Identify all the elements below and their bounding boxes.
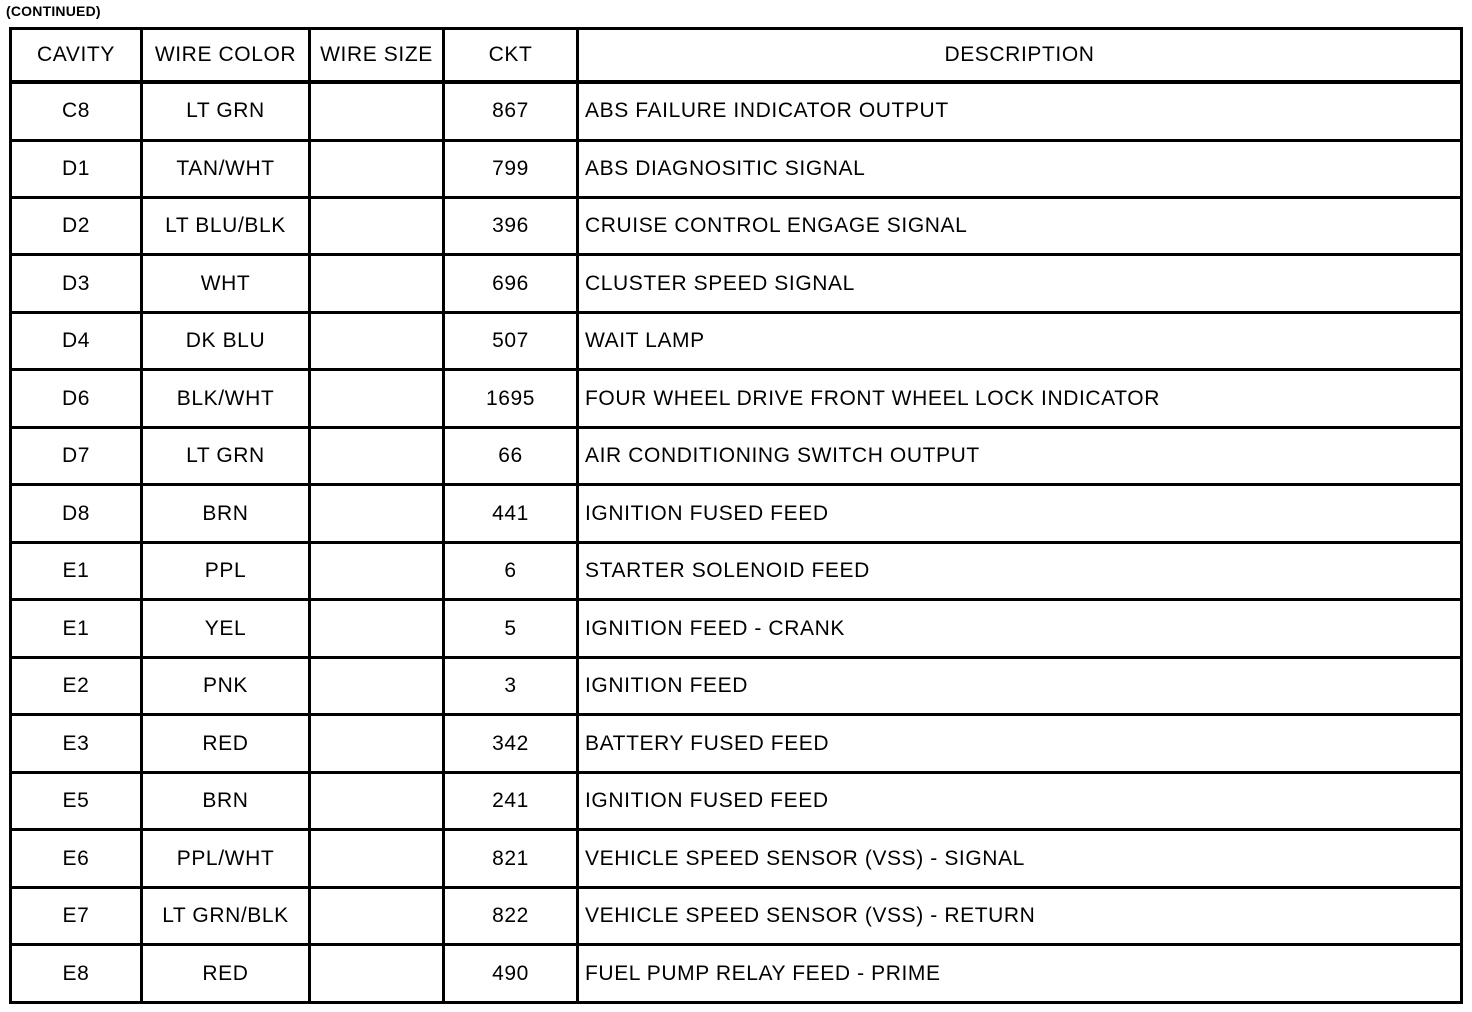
cell-description: AIR CONDITIONING SWITCH OUTPUT [578,427,1462,484]
cell-wire-size [310,542,444,599]
cell-cavity: E3 [11,715,142,772]
cell-wire-color: LT GRN/BLK [142,887,310,944]
cell-ckt: 441 [444,485,578,542]
cell-wire-color: PPL [142,542,310,599]
table-row [11,370,1462,427]
table-row [11,542,1462,599]
cell-cavity: E1 [11,542,142,599]
table-row [11,82,1462,140]
cell-ckt: 1695 [444,370,578,427]
cell-wire-color: BRN [142,772,310,829]
cell-description: STARTER SOLENOID FEED [578,542,1462,599]
cell-cavity: E5 [11,772,142,829]
table-row [11,945,1462,1003]
column-header-description: DESCRIPTION [578,29,1462,83]
cell-wire-color: YEL [142,600,310,657]
cell-wire-size [310,312,444,369]
cell-description: IGNITION FEED - CRANK [578,600,1462,657]
cell-wire-size [310,485,444,542]
cell-ckt: 822 [444,887,578,944]
cell-cavity: E8 [11,945,142,1003]
cell-ckt: 867 [444,82,578,140]
cell-description: CRUISE CONTROL ENGAGE SIGNAL [578,197,1462,254]
cell-description: IGNITION FEED [578,657,1462,714]
header-row [11,29,1462,83]
cell-wire-color: TAN/WHT [142,140,310,197]
cell-ckt: 6 [444,542,578,599]
cell-wire-size [310,715,444,772]
cell-cavity: D1 [11,140,142,197]
table-row [11,312,1462,369]
cell-wire-color: PPL/WHT [142,830,310,887]
cell-wire-color: PNK [142,657,310,714]
cell-wire-color: BLK/WHT [142,370,310,427]
cell-wire-size [310,600,444,657]
cell-cavity: C8 [11,82,142,140]
cell-wire-size [310,82,444,140]
cell-cavity: D4 [11,312,142,369]
cell-cavity: D7 [11,427,142,484]
table-row [11,197,1462,254]
cell-cavity: D6 [11,370,142,427]
column-header-wire-color: WIRE COLOR [142,29,310,83]
table-header [11,29,1462,83]
table-row [11,830,1462,887]
cell-wire-size [310,255,444,312]
connector-pinout-table [9,27,1463,1004]
cell-wire-size [310,945,444,1003]
cell-ckt: 342 [444,715,578,772]
table-body [11,82,1462,1003]
cell-description: BATTERY FUSED FEED [578,715,1462,772]
cell-description: ABS FAILURE INDICATOR OUTPUT [578,82,1462,140]
cell-ckt: 3 [444,657,578,714]
cell-ckt: 5 [444,600,578,657]
cell-cavity: D2 [11,197,142,254]
cell-description: IGNITION FUSED FEED [578,772,1462,829]
column-header-wire-size: WIRE SIZE [310,29,444,83]
cell-ckt: 490 [444,945,578,1003]
table-row [11,600,1462,657]
table-row [11,715,1462,772]
cell-description: VEHICLE SPEED SENSOR (VSS) - SIGNAL [578,830,1462,887]
cell-cavity: E1 [11,600,142,657]
cell-ckt: 696 [444,255,578,312]
column-header-cavity: CAVITY [11,29,142,83]
cell-description: IGNITION FUSED FEED [578,485,1462,542]
cell-cavity: D3 [11,255,142,312]
cell-wire-color: BRN [142,485,310,542]
cell-description: FUEL PUMP RELAY FEED - PRIME [578,945,1462,1003]
table-row [11,255,1462,312]
cell-wire-size [310,830,444,887]
cell-wire-size [310,772,444,829]
table-row [11,485,1462,542]
cell-description: CLUSTER SPEED SIGNAL [578,255,1462,312]
cell-description: ABS DIAGNOSITIC SIGNAL [578,140,1462,197]
table-row [11,657,1462,714]
cell-cavity: E7 [11,887,142,944]
cell-wire-color: WHT [142,255,310,312]
cell-cavity: E6 [11,830,142,887]
cell-wire-size [310,887,444,944]
cell-description: VEHICLE SPEED SENSOR (VSS) - RETURN [578,887,1462,944]
cell-wire-size [310,370,444,427]
cell-wire-size [310,197,444,254]
cell-wire-size [310,140,444,197]
table-row [11,772,1462,829]
cell-ckt: 396 [444,197,578,254]
cell-ckt: 66 [444,427,578,484]
cell-wire-size [310,427,444,484]
cell-wire-color: LT GRN [142,82,310,140]
column-header-ckt: CKT [444,29,578,83]
cell-wire-color: LT GRN [142,427,310,484]
cell-wire-color: LT BLU/BLK [142,197,310,254]
cell-wire-color: RED [142,945,310,1003]
cell-wire-color: DK BLU [142,312,310,369]
table-row [11,887,1462,944]
cell-cavity: D8 [11,485,142,542]
cell-wire-color: RED [142,715,310,772]
cell-cavity: E2 [11,657,142,714]
cell-ckt: 507 [444,312,578,369]
cell-description: FOUR WHEEL DRIVE FRONT WHEEL LOCK INDICATOR [578,370,1462,427]
continued-label: (CONTINUED) [6,3,101,19]
cell-ckt: 241 [444,772,578,829]
cell-description: WAIT LAMP [578,312,1462,369]
table-row [11,427,1462,484]
table-row [11,140,1462,197]
cell-ckt: 821 [444,830,578,887]
cell-ckt: 799 [444,140,578,197]
cell-wire-size [310,657,444,714]
